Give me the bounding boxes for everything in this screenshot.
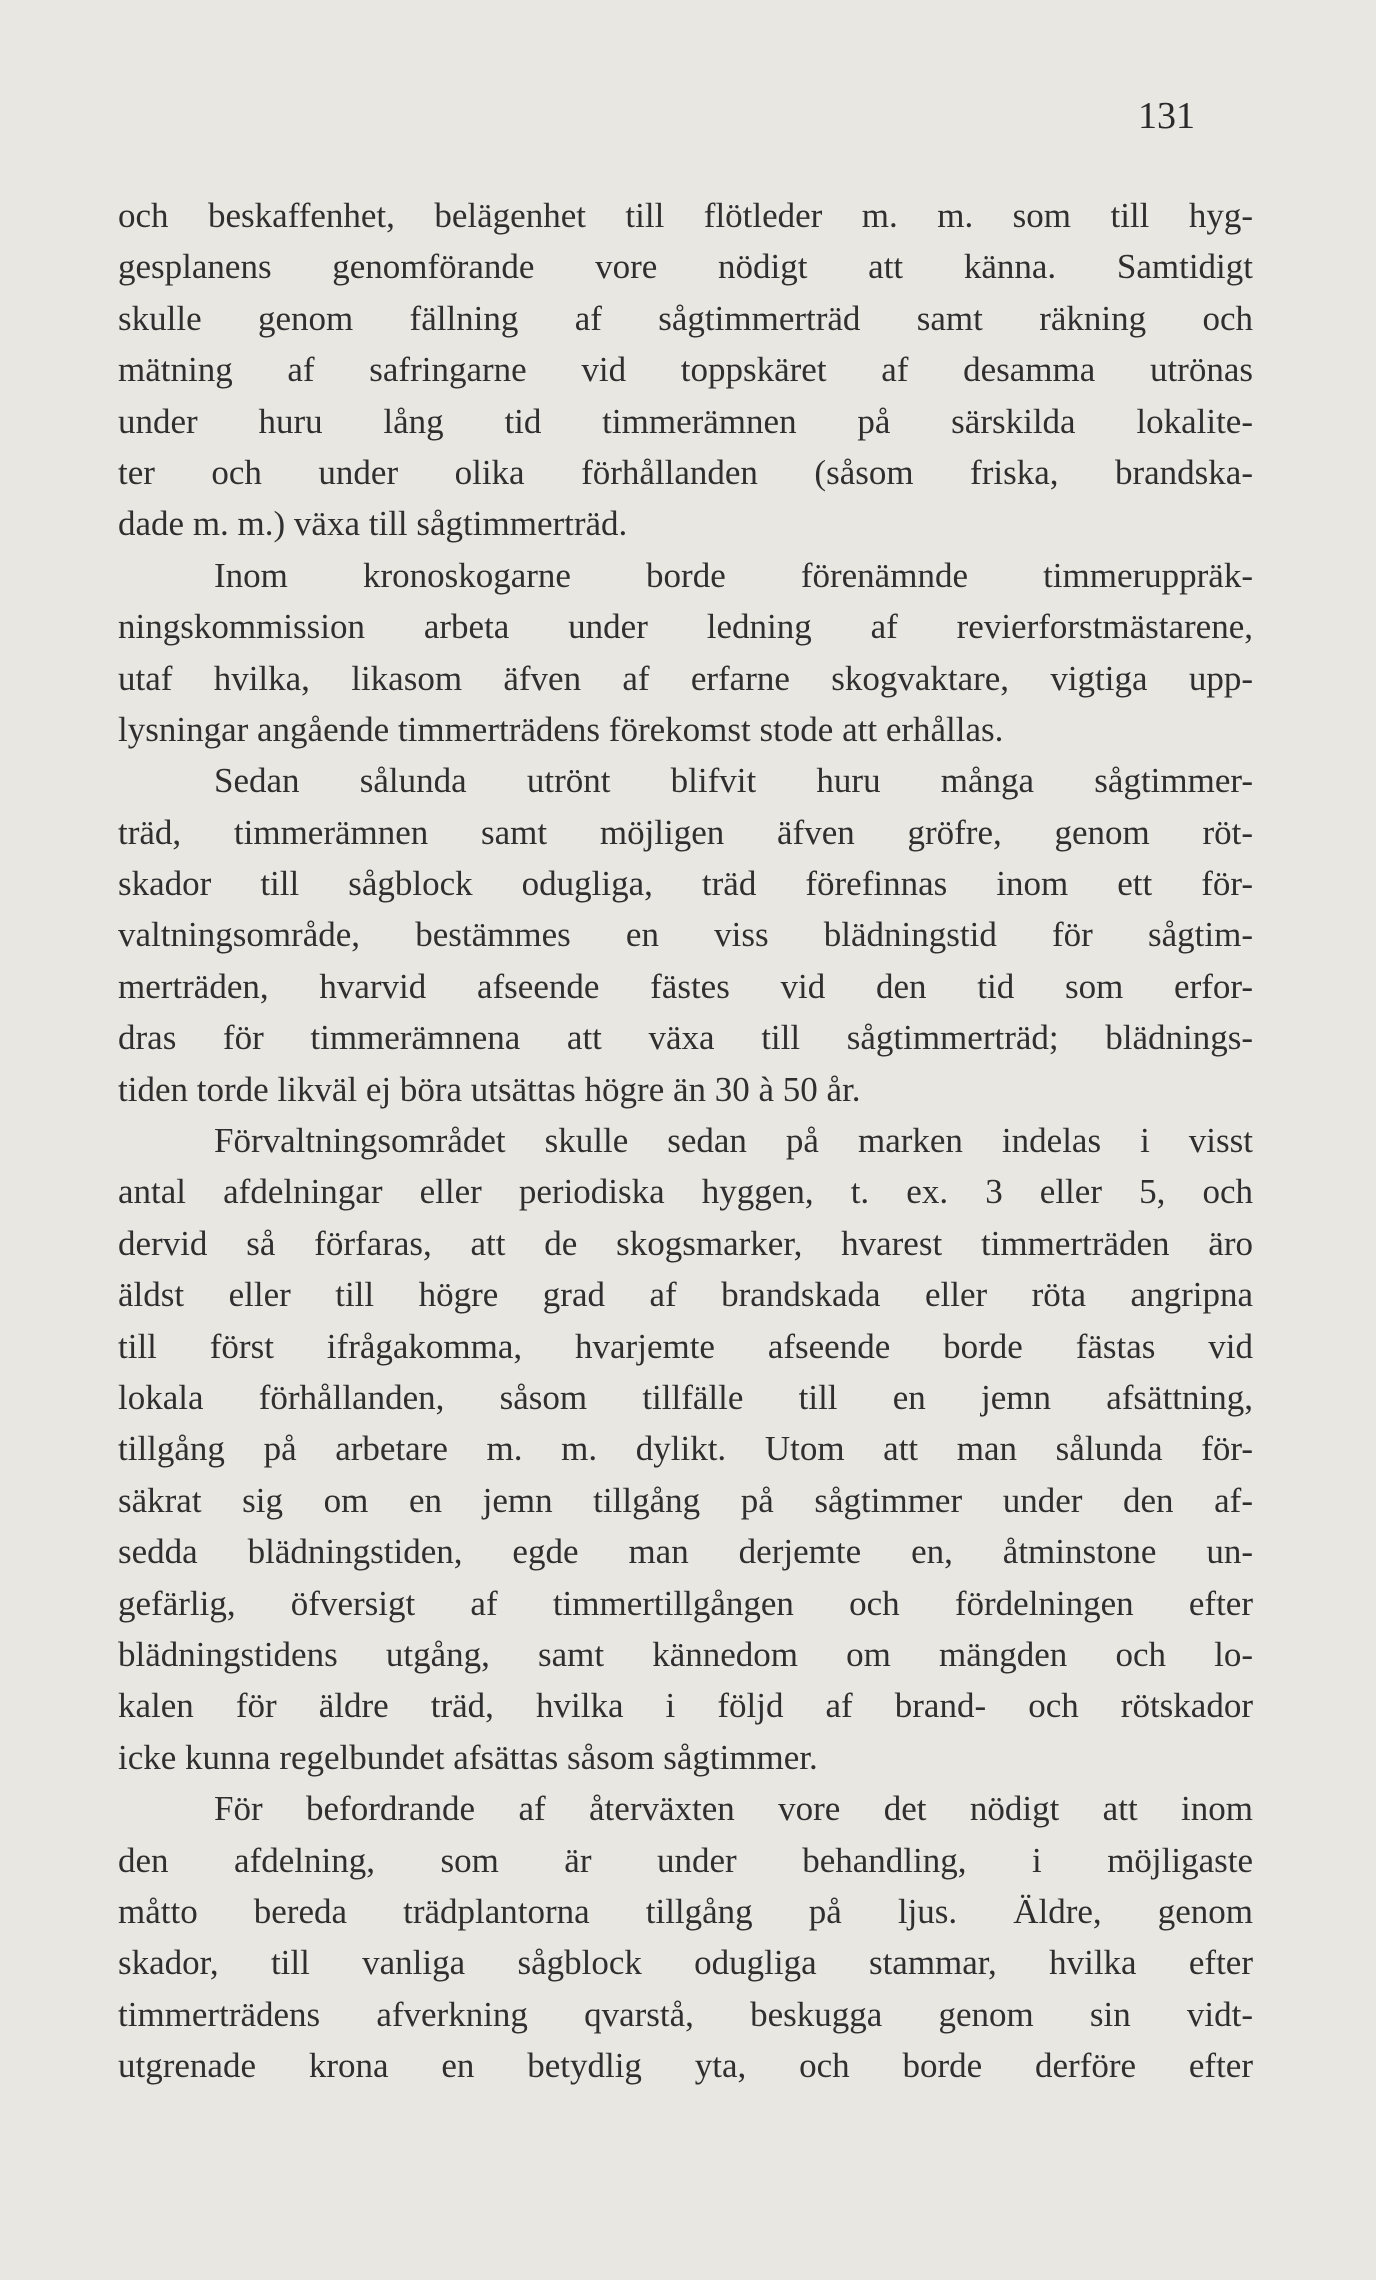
page-number: 131 <box>1138 95 1195 137</box>
text-line: dade m. m.) växa till sågtimmerträd. <box>118 504 628 544</box>
text-line: den afdelning, som är under behandling, i möjligaste <box>118 1840 1253 1880</box>
text-line: dervid så förfaras, att de skogsmarker, hvarest timmerträden äro <box>118 1223 1253 1263</box>
text-line: För befordrande af återväxten vore det nödigt att inom <box>214 1789 1253 1829</box>
paragraph <box>118 190 1253 550</box>
text-line: mätning af safringarne vid toppskäret af desamma utrönas <box>118 350 1253 390</box>
text-line: under huru lång tid timmerämnen på särskilda lokalite- <box>118 401 1253 441</box>
text-line: måtto bereda trädplantorna tillgång på ljus. Äldre, genom <box>118 1891 1253 1931</box>
text-line: gefärlig, öfversigt af timmertillgången och fördelningen efter <box>118 1583 1253 1623</box>
text-line: tiden torde likväl ej böra utsättas högre än 30 à 50 år. <box>118 1069 861 1109</box>
text-line: ter och under olika förhållanden (såsom friska, brandska- <box>118 452 1253 492</box>
text-line: kalen för äldre träd, hvilka i följd af brand- och rötskador <box>118 1686 1253 1726</box>
text-line: Sedan sålunda utrönt blifvit huru många sågtimmer- <box>214 761 1253 801</box>
text-line: dras för timmerämnena att växa till sågtimmerträd; blädnings- <box>118 1018 1253 1058</box>
text-line: sedda blädningstiden, egde man derjemte en, åtminstone un- <box>118 1532 1253 1572</box>
body-text <box>118 190 1253 2091</box>
text-line: lysningar angående timmerträdens förekomst stode att erhållas. <box>118 709 1004 749</box>
text-line: tillgång på arbetare m. m. dylikt. Utom att man sålunda för- <box>118 1429 1253 1469</box>
paragraph <box>118 550 1253 756</box>
paragraph <box>118 755 1253 1115</box>
text-line: antal afdelningar eller periodiska hyggen, t. ex. 3 eller 5, och <box>118 1172 1253 1212</box>
text-line: skador till sågblock odugliga, träd förefinnas inom ett för- <box>118 864 1253 904</box>
text-line: icke kunna regelbundet afsättas såsom sågtimmer. <box>118 1737 818 1777</box>
text-line: valtningsområde, bestämmes en viss blädningstid för sågtim- <box>118 915 1253 955</box>
paragraph <box>118 1115 1253 1783</box>
text-line: blädningstidens utgång, samt kännedom om mängden och lo- <box>118 1634 1253 1674</box>
text-line: ningskommission arbeta under ledning af revierforstmästarene, <box>118 607 1253 647</box>
text-line: äldst eller till högre grad af brandskada eller röta angripna <box>118 1275 1253 1315</box>
text-line: säkrat sig om en jemn tillgång på sågtimmer under den af- <box>118 1480 1253 1520</box>
text-line: Förvaltningsområdet skulle sedan på marken indelas i visst <box>214 1121 1253 1161</box>
text-line: och beskaffenhet, belägenhet till flötleder m. m. som till hyg- <box>118 196 1253 235</box>
text-line: skulle genom fällning af sågtimmerträd samt räkning och <box>118 298 1253 338</box>
text-line: träd, timmerämnen samt möjligen äfven gröfre, genom röt- <box>118 812 1253 852</box>
text-line: gesplanens genomförande vore nödigt att känna. Samtidigt <box>118 247 1253 287</box>
text-line: skador, till vanliga sågblock odugliga stammar, hvilka efter <box>118 1943 1253 1983</box>
text-line: utgrenade krona en betydlig yta, och borde derföre efter <box>118 2046 1253 2086</box>
paragraph <box>118 1783 1253 2091</box>
text-line: till först ifrågakomma, hvarjemte afseende borde fästas vid <box>118 1326 1253 1366</box>
text-line: Inom kronoskogarne borde förenämnde timmeruppräk- <box>214 555 1253 595</box>
text-line: utaf hvilka, likasom äfven af erfarne skogvaktare, vigtiga upp- <box>118 658 1253 698</box>
text-line: timmerträdens afverkning qvarstå, beskugga genom sin vidt- <box>118 1994 1253 2034</box>
text-line: lokala förhållanden, såsom tillfälle till en jemn afsättning, <box>118 1377 1253 1417</box>
text-line: merträden, hvarvid afseende fästes vid den tid som erfor- <box>118 966 1253 1006</box>
